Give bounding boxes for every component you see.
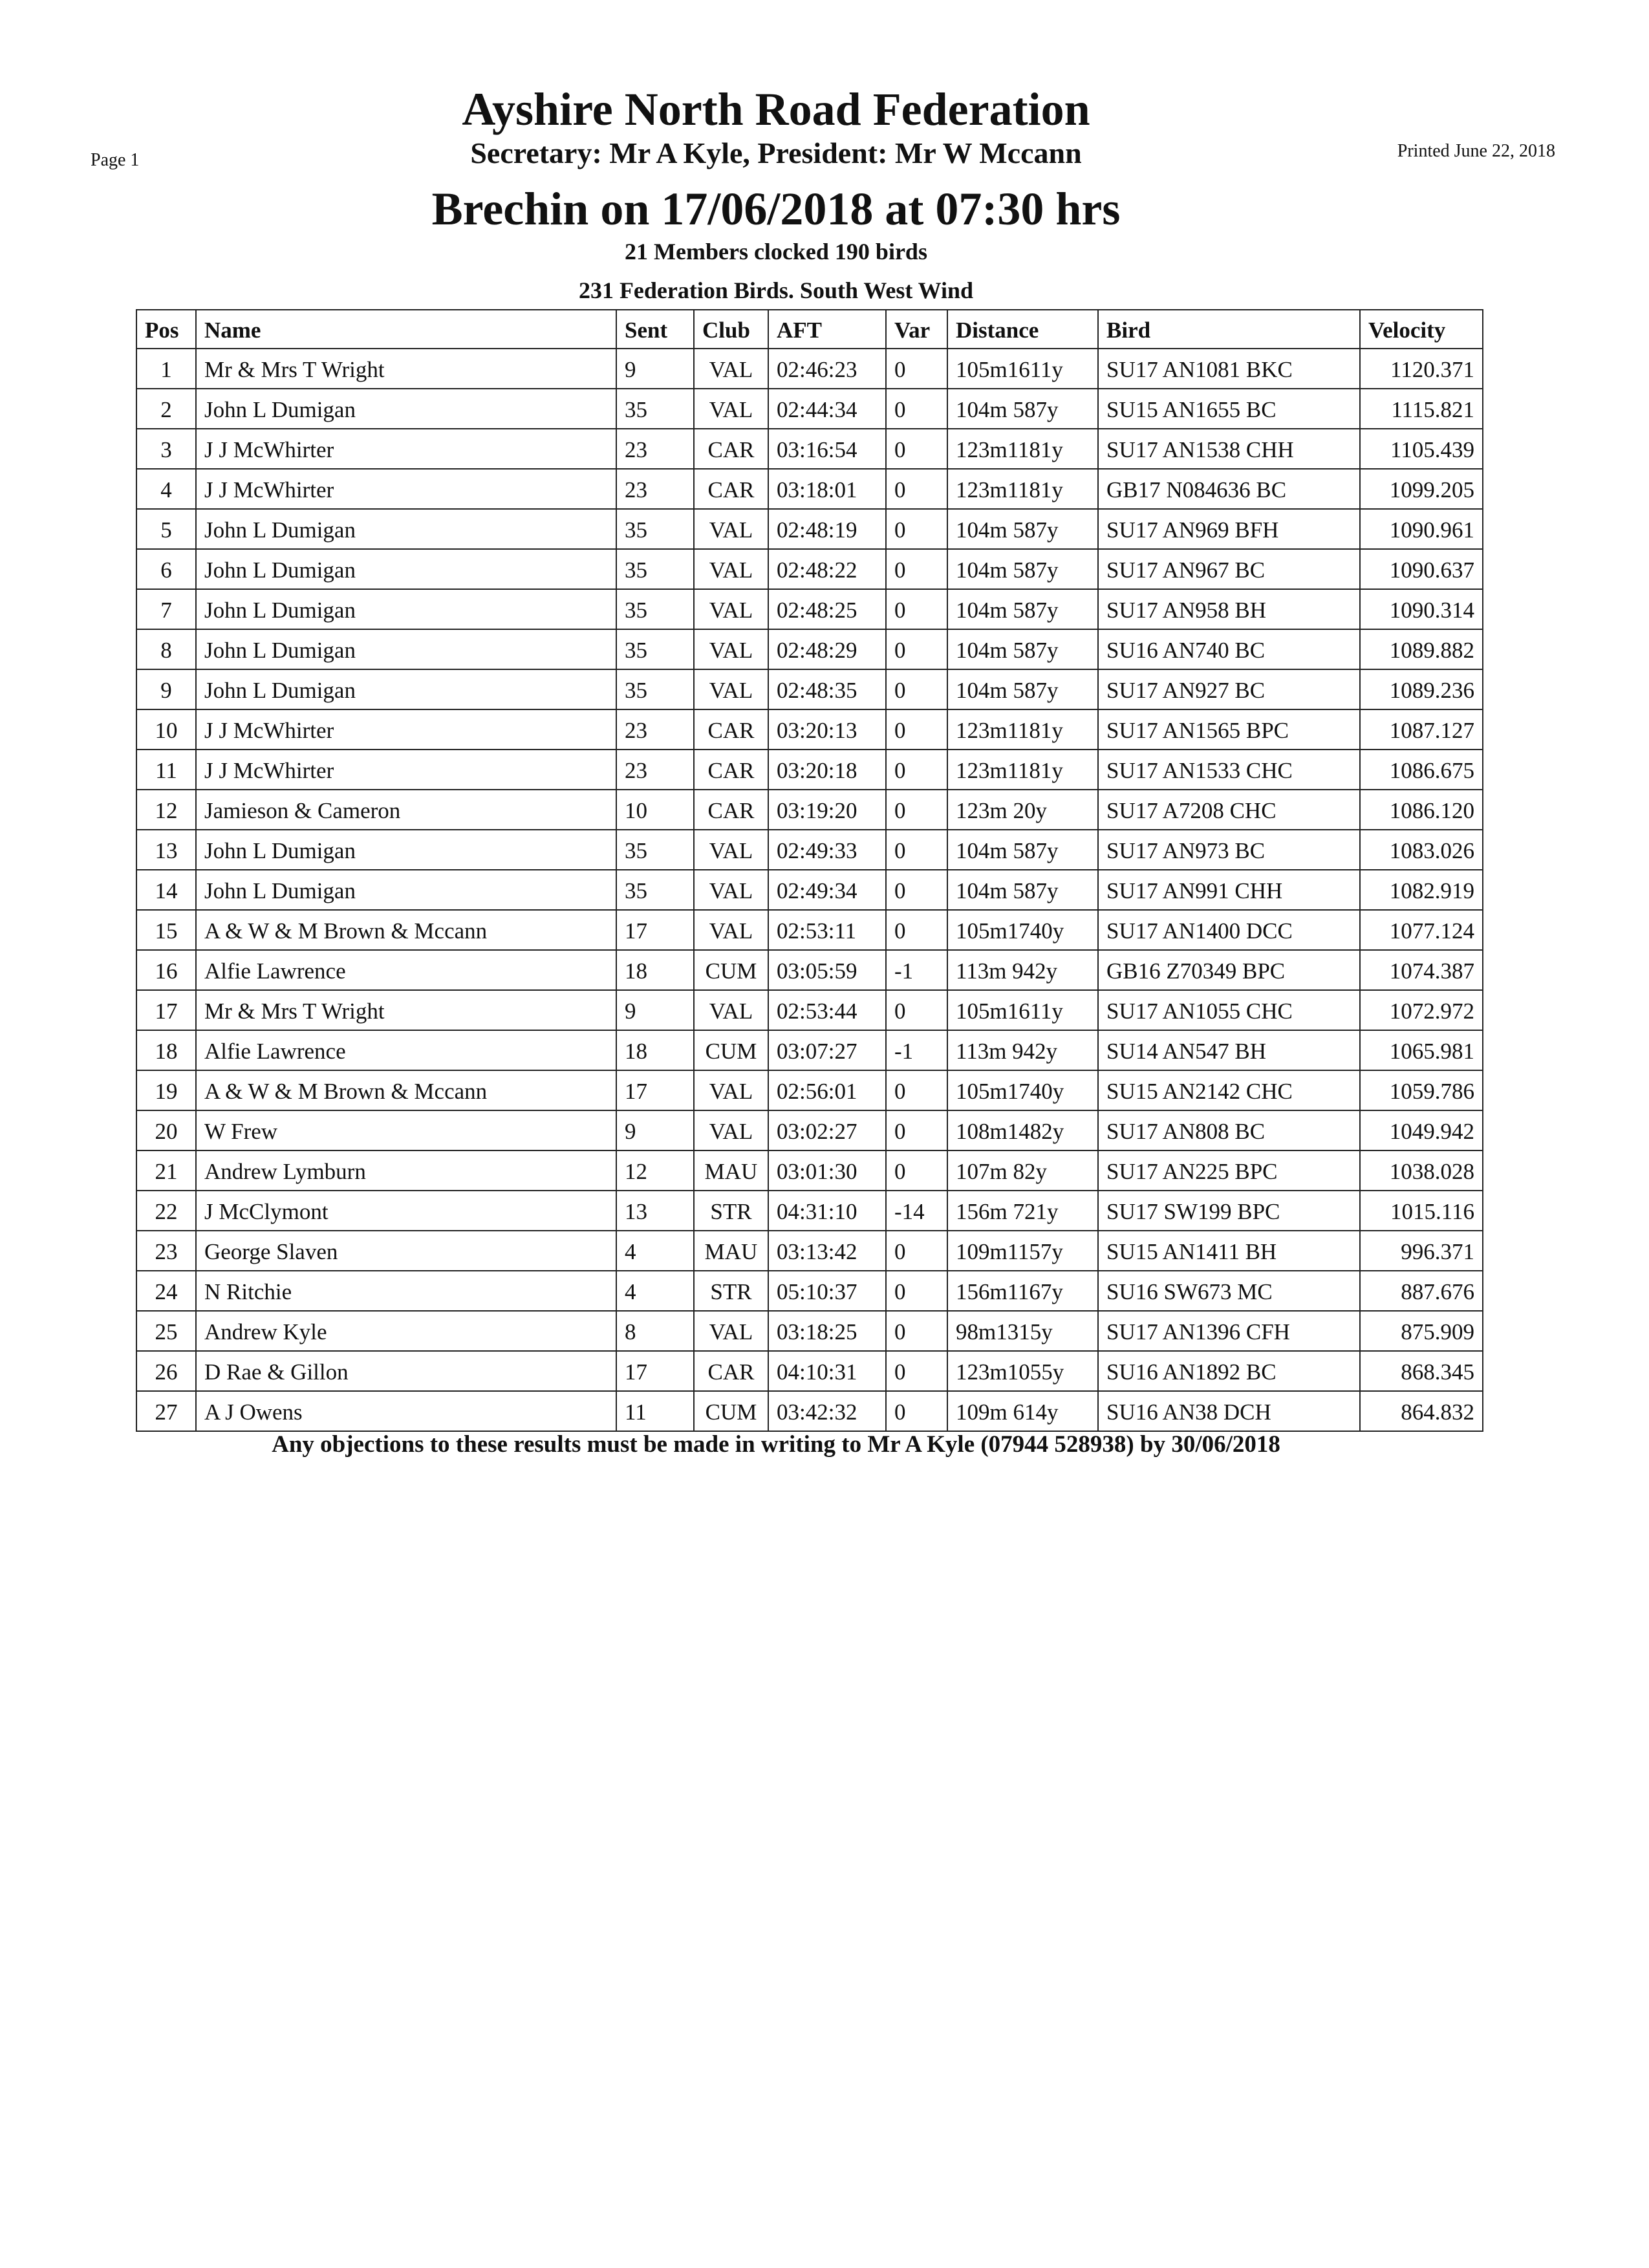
cell-var: 0 (886, 509, 947, 549)
cell-sent: 35 (616, 589, 694, 629)
cell-velocity: 1082.919 (1360, 870, 1483, 910)
cell-distance: 104m 587y (947, 870, 1098, 910)
table-row (136, 1311, 1483, 1351)
cell-var: 0 (886, 469, 947, 509)
cell-aft: 03:42:32 (768, 1391, 886, 1431)
cell-club: VAL (694, 589, 768, 629)
cell-bird: SU16 SW673 MC (1098, 1271, 1360, 1311)
cell-distance: 123m1181y (947, 750, 1098, 790)
cell-name: A J Owens (196, 1391, 616, 1431)
officers-line: Secretary: Mr A Kyle, President: Mr W Mccann (470, 136, 1082, 169)
cell-name: John L Dumigan (196, 509, 616, 549)
cell-club: STR (694, 1191, 768, 1231)
cell-pos: 2 (136, 389, 196, 429)
cell-bird: SU17 AN958 BH (1098, 589, 1360, 629)
cell-club: VAL (694, 1311, 768, 1351)
clocked-summary: 21 Members clocked 190 birds (625, 239, 927, 265)
cell-aft: 03:19:20 (768, 790, 886, 830)
cell-club: VAL (694, 509, 768, 549)
cell-distance: 109m1157y (947, 1231, 1098, 1271)
cell-pos: 20 (136, 1110, 196, 1150)
cell-distance: 123m1181y (947, 709, 1098, 750)
cell-velocity: 1115.821 (1360, 389, 1483, 429)
cell-pos: 22 (136, 1191, 196, 1231)
cell-velocity: 1090.637 (1360, 549, 1483, 589)
cell-pos: 10 (136, 709, 196, 750)
cell-club: VAL (694, 629, 768, 669)
cell-sent: 35 (616, 669, 694, 709)
cell-club: CUM (694, 1030, 768, 1070)
cell-name: Jamieson & Cameron (196, 790, 616, 830)
objections-note: Any objections to these results must be made in writing to Mr A Kyle (07944 528938) by 30/06/2018 (272, 1431, 1280, 1458)
cell-club: VAL (694, 349, 768, 389)
cell-distance: 156m1167y (947, 1271, 1098, 1311)
cell-var: 0 (886, 910, 947, 950)
cell-distance: 98m1315y (947, 1311, 1098, 1351)
cell-name: John L Dumigan (196, 389, 616, 429)
cell-velocity: 868.345 (1360, 1351, 1483, 1391)
cell-pos: 8 (136, 629, 196, 669)
table-row (136, 1271, 1483, 1311)
cell-pos: 7 (136, 589, 196, 629)
cell-bird: SU15 AN2142 CHC (1098, 1070, 1360, 1110)
cell-var: 0 (886, 549, 947, 589)
cell-velocity: 1090.961 (1360, 509, 1483, 549)
cell-pos: 12 (136, 790, 196, 830)
cell-var: -1 (886, 950, 947, 990)
table-row (136, 1070, 1483, 1110)
page-number: Page 1 (91, 150, 140, 170)
cell-name: Alfie Lawrence (196, 1030, 616, 1070)
cell-pos: 16 (136, 950, 196, 990)
cell-sent: 8 (616, 1311, 694, 1351)
table-header-row (136, 310, 1483, 349)
cell-velocity: 1074.387 (1360, 950, 1483, 990)
cell-bird: SU17 A7208 CHC (1098, 790, 1360, 830)
column-header-club: Club (694, 310, 768, 349)
cell-velocity: 1072.972 (1360, 990, 1483, 1030)
cell-club: STR (694, 1271, 768, 1311)
cell-velocity: 1083.026 (1360, 830, 1483, 870)
cell-club: VAL (694, 389, 768, 429)
cell-club: VAL (694, 910, 768, 950)
table-row (136, 429, 1483, 469)
cell-name: J McClymont (196, 1191, 616, 1231)
race-heading: Brechin on 17/06/2018 at 07:30 hrs (431, 183, 1121, 235)
cell-club: CAR (694, 469, 768, 509)
cell-distance: 105m1740y (947, 910, 1098, 950)
cell-club: CAR (694, 750, 768, 790)
cell-pos: 27 (136, 1391, 196, 1431)
cell-name: John L Dumigan (196, 830, 616, 870)
cell-sent: 35 (616, 830, 694, 870)
cell-distance: 113m 942y (947, 950, 1098, 990)
cell-pos: 14 (136, 870, 196, 910)
cell-velocity: 1089.882 (1360, 629, 1483, 669)
cell-velocity: 1086.675 (1360, 750, 1483, 790)
cell-sent: 17 (616, 1070, 694, 1110)
cell-var: 0 (886, 629, 947, 669)
cell-pos: 17 (136, 990, 196, 1030)
table-row (136, 469, 1483, 509)
table-row (136, 1391, 1483, 1431)
table-row (136, 549, 1483, 589)
cell-sent: 35 (616, 549, 694, 589)
table-row (136, 1231, 1483, 1271)
cell-aft: 04:10:31 (768, 1351, 886, 1391)
cell-bird: SU17 AN927 BC (1098, 669, 1360, 709)
cell-aft: 04:31:10 (768, 1191, 886, 1231)
cell-distance: 104m 587y (947, 830, 1098, 870)
cell-club: VAL (694, 1070, 768, 1110)
cell-distance: 108m1482y (947, 1110, 1098, 1150)
cell-pos: 25 (136, 1311, 196, 1351)
cell-aft: 02:49:33 (768, 830, 886, 870)
column-header-aft: AFT (768, 310, 886, 349)
cell-club: VAL (694, 870, 768, 910)
cell-var: -14 (886, 1191, 947, 1231)
cell-bird: GB17 N084636 BC (1098, 469, 1360, 509)
cell-velocity: 1015.116 (1360, 1191, 1483, 1231)
cell-pos: 18 (136, 1030, 196, 1070)
cell-sent: 18 (616, 950, 694, 990)
cell-aft: 03:07:27 (768, 1030, 886, 1070)
cell-name: A & W & M Brown & Mccann (196, 910, 616, 950)
cell-club: CUM (694, 1391, 768, 1431)
cell-distance: 107m 82y (947, 1150, 1098, 1191)
cell-var: 0 (886, 830, 947, 870)
cell-pos: 3 (136, 429, 196, 469)
column-header-distance: Distance (947, 310, 1098, 349)
cell-pos: 26 (136, 1351, 196, 1391)
results-table (136, 309, 1483, 1432)
cell-bird: SU17 AN225 BPC (1098, 1150, 1360, 1191)
cell-name: Andrew Kyle (196, 1311, 616, 1351)
table-row (136, 669, 1483, 709)
cell-distance: 123m1055y (947, 1351, 1098, 1391)
column-header-bird: Bird (1098, 310, 1360, 349)
cell-var: 0 (886, 589, 947, 629)
cell-aft: 02:46:23 (768, 349, 886, 389)
cell-sent: 17 (616, 1351, 694, 1391)
cell-sent: 17 (616, 910, 694, 950)
printed-date: Printed June 22, 2018 (1397, 141, 1555, 161)
cell-sent: 18 (616, 1030, 694, 1070)
cell-pos: 9 (136, 669, 196, 709)
cell-aft: 02:48:35 (768, 669, 886, 709)
cell-var: 0 (886, 1110, 947, 1150)
table-row (136, 750, 1483, 790)
cell-pos: 19 (136, 1070, 196, 1110)
cell-bird: SU17 AN1533 CHC (1098, 750, 1360, 790)
cell-aft: 03:01:30 (768, 1150, 886, 1191)
cell-bird: SU16 AN1892 BC (1098, 1351, 1360, 1391)
cell-sent: 9 (616, 1110, 694, 1150)
cell-var: 0 (886, 709, 947, 750)
cell-name: W Frew (196, 1110, 616, 1150)
column-header-velocity: Velocity (1360, 310, 1483, 349)
cell-club: CAR (694, 1351, 768, 1391)
cell-var: 0 (886, 750, 947, 790)
cell-name: John L Dumigan (196, 549, 616, 589)
cell-var: 0 (886, 1271, 947, 1311)
cell-var: 0 (886, 1150, 947, 1191)
cell-distance: 113m 942y (947, 1030, 1098, 1070)
cell-velocity: 1049.942 (1360, 1110, 1483, 1150)
cell-bird: SU17 AN1081 BKC (1098, 349, 1360, 389)
cell-aft: 03:18:25 (768, 1311, 886, 1351)
table-row (136, 709, 1483, 750)
table-row (136, 830, 1483, 870)
cell-name: J J McWhirter (196, 750, 616, 790)
cell-var: 0 (886, 990, 947, 1030)
cell-pos: 11 (136, 750, 196, 790)
cell-bird: SU17 AN1396 CFH (1098, 1311, 1360, 1351)
table-row (136, 629, 1483, 669)
table-row (136, 910, 1483, 950)
cell-club: CAR (694, 429, 768, 469)
cell-pos: 6 (136, 549, 196, 589)
cell-sent: 13 (616, 1191, 694, 1231)
cell-velocity: 1077.124 (1360, 910, 1483, 950)
cell-bird: SU17 AN808 BC (1098, 1110, 1360, 1150)
table-row (136, 1191, 1483, 1231)
cell-name: John L Dumigan (196, 870, 616, 910)
cell-pos: 4 (136, 469, 196, 509)
cell-distance: 104m 587y (947, 669, 1098, 709)
cell-distance: 123m 20y (947, 790, 1098, 830)
cell-name: John L Dumigan (196, 629, 616, 669)
cell-club: MAU (694, 1150, 768, 1191)
cell-velocity: 996.371 (1360, 1231, 1483, 1271)
cell-sent: 35 (616, 509, 694, 549)
table-row (136, 1030, 1483, 1070)
cell-aft: 05:10:37 (768, 1271, 886, 1311)
cell-name: J J McWhirter (196, 429, 616, 469)
cell-var: 0 (886, 349, 947, 389)
cell-distance: 105m1611y (947, 349, 1098, 389)
cell-sent: 23 (616, 709, 694, 750)
cell-pos: 23 (136, 1231, 196, 1271)
cell-bird: SU16 AN740 BC (1098, 629, 1360, 669)
cell-pos: 21 (136, 1150, 196, 1191)
cell-distance: 123m1181y (947, 429, 1098, 469)
cell-aft: 02:48:25 (768, 589, 886, 629)
cell-velocity: 1038.028 (1360, 1150, 1483, 1191)
cell-pos: 5 (136, 509, 196, 549)
cell-sent: 35 (616, 629, 694, 669)
cell-pos: 15 (136, 910, 196, 950)
cell-name: J J McWhirter (196, 469, 616, 509)
cell-club: VAL (694, 669, 768, 709)
cell-aft: 03:20:18 (768, 750, 886, 790)
cell-aft: 03:18:01 (768, 469, 886, 509)
cell-sent: 11 (616, 1391, 694, 1431)
table-row (136, 1351, 1483, 1391)
table-row (136, 1110, 1483, 1150)
cell-aft: 02:53:44 (768, 990, 886, 1030)
cell-velocity: 1086.120 (1360, 790, 1483, 830)
cell-velocity: 1089.236 (1360, 669, 1483, 709)
cell-bird: GB16 Z70349 BPC (1098, 950, 1360, 990)
cell-bird: SU17 AN991 CHH (1098, 870, 1360, 910)
table-row (136, 349, 1483, 389)
cell-distance: 123m1181y (947, 469, 1098, 509)
cell-sent: 10 (616, 790, 694, 830)
cell-aft: 02:56:01 (768, 1070, 886, 1110)
cell-velocity: 1120.371 (1360, 349, 1483, 389)
cell-bird: SU17 AN1538 CHH (1098, 429, 1360, 469)
cell-sent: 9 (616, 990, 694, 1030)
column-header-sent: Sent (616, 310, 694, 349)
cell-name: J J McWhirter (196, 709, 616, 750)
cell-bird: SU15 AN1655 BC (1098, 389, 1360, 429)
cell-name: Andrew Lymburn (196, 1150, 616, 1191)
cell-pos: 13 (136, 830, 196, 870)
cell-bird: SU17 AN1055 CHC (1098, 990, 1360, 1030)
cell-distance: 104m 587y (947, 549, 1098, 589)
cell-aft: 02:48:22 (768, 549, 886, 589)
cell-aft: 03:02:27 (768, 1110, 886, 1150)
cell-name: Mr & Mrs T Wright (196, 349, 616, 389)
table-row (136, 790, 1483, 830)
cell-var: 0 (886, 429, 947, 469)
table-row (136, 950, 1483, 990)
cell-velocity: 887.676 (1360, 1271, 1483, 1311)
cell-distance: 104m 587y (947, 389, 1098, 429)
cell-name: John L Dumigan (196, 589, 616, 629)
cell-var: -1 (886, 1030, 947, 1070)
column-header-pos: Pos (136, 310, 196, 349)
cell-bird: SU14 AN547 BH (1098, 1030, 1360, 1070)
cell-aft: 03:20:13 (768, 709, 886, 750)
cell-pos: 24 (136, 1271, 196, 1311)
table-row (136, 990, 1483, 1030)
cell-velocity: 1090.314 (1360, 589, 1483, 629)
cell-sent: 9 (616, 349, 694, 389)
table-row (136, 509, 1483, 549)
table-row (136, 389, 1483, 429)
cell-name: Mr & Mrs T Wright (196, 990, 616, 1030)
cell-name: N Ritchie (196, 1271, 616, 1311)
cell-sent: 4 (616, 1271, 694, 1311)
cell-sent: 4 (616, 1231, 694, 1271)
cell-bird: SU17 AN967 BC (1098, 549, 1360, 589)
cell-distance: 109m 614y (947, 1391, 1098, 1431)
cell-club: VAL (694, 990, 768, 1030)
birds-wind-line: 231 Federation Birds. South West Wind (578, 277, 974, 303)
cell-sent: 35 (616, 389, 694, 429)
cell-sent: 12 (616, 1150, 694, 1191)
cell-velocity: 1059.786 (1360, 1070, 1483, 1110)
cell-aft: 03:16:54 (768, 429, 886, 469)
cell-var: 0 (886, 1391, 947, 1431)
cell-pos: 1 (136, 349, 196, 389)
cell-distance: 156m 721y (947, 1191, 1098, 1231)
column-header-var: Var (886, 310, 947, 349)
column-header-name: Name (196, 310, 616, 349)
cell-distance: 104m 587y (947, 509, 1098, 549)
cell-name: John L Dumigan (196, 669, 616, 709)
cell-name: Alfie Lawrence (196, 950, 616, 990)
cell-velocity: 864.832 (1360, 1391, 1483, 1431)
cell-bird: SU17 AN1400 DCC (1098, 910, 1360, 950)
cell-var: 0 (886, 790, 947, 830)
cell-club: CAR (694, 709, 768, 750)
results-body (136, 349, 1483, 1431)
cell-bird: SU17 AN973 BC (1098, 830, 1360, 870)
cell-name: D Rae & Gillon (196, 1351, 616, 1391)
cell-velocity: 1065.981 (1360, 1030, 1483, 1070)
cell-aft: 02:48:19 (768, 509, 886, 549)
cell-bird: SU16 AN38 DCH (1098, 1391, 1360, 1431)
cell-velocity: 1087.127 (1360, 709, 1483, 750)
cell-var: 0 (886, 1351, 947, 1391)
cell-aft: 02:53:11 (768, 910, 886, 950)
cell-velocity: 875.909 (1360, 1311, 1483, 1351)
cell-bird: SU17 AN1565 BPC (1098, 709, 1360, 750)
cell-bird: SU17 SW199 BPC (1098, 1191, 1360, 1231)
cell-distance: 104m 587y (947, 589, 1098, 629)
cell-aft: 03:05:59 (768, 950, 886, 990)
table-row (136, 1150, 1483, 1191)
cell-bird: SU15 AN1411 BH (1098, 1231, 1360, 1271)
cell-distance: 105m1740y (947, 1070, 1098, 1110)
cell-var: 0 (886, 1070, 947, 1110)
cell-name: A & W & M Brown & Mccann (196, 1070, 616, 1110)
cell-club: VAL (694, 1110, 768, 1150)
cell-sent: 23 (616, 469, 694, 509)
cell-club: VAL (694, 549, 768, 589)
cell-aft: 02:44:34 (768, 389, 886, 429)
cell-club: VAL (694, 830, 768, 870)
cell-club: CAR (694, 790, 768, 830)
cell-var: 0 (886, 1231, 947, 1271)
document-title: Ayshire North Road Federation (462, 83, 1090, 135)
cell-var: 0 (886, 669, 947, 709)
cell-distance: 104m 587y (947, 629, 1098, 669)
cell-aft: 03:13:42 (768, 1231, 886, 1271)
cell-distance: 105m1611y (947, 990, 1098, 1030)
cell-aft: 02:48:29 (768, 629, 886, 669)
cell-var: 0 (886, 389, 947, 429)
cell-name: George Slaven (196, 1231, 616, 1271)
cell-var: 0 (886, 1311, 947, 1351)
cell-velocity: 1099.205 (1360, 469, 1483, 509)
table-row (136, 589, 1483, 629)
cell-bird: SU17 AN969 BFH (1098, 509, 1360, 549)
cell-club: MAU (694, 1231, 768, 1271)
cell-var: 0 (886, 870, 947, 910)
cell-sent: 23 (616, 750, 694, 790)
table-row (136, 870, 1483, 910)
cell-sent: 23 (616, 429, 694, 469)
cell-aft: 02:49:34 (768, 870, 886, 910)
cell-velocity: 1105.439 (1360, 429, 1483, 469)
cell-club: CUM (694, 950, 768, 990)
cell-sent: 35 (616, 870, 694, 910)
